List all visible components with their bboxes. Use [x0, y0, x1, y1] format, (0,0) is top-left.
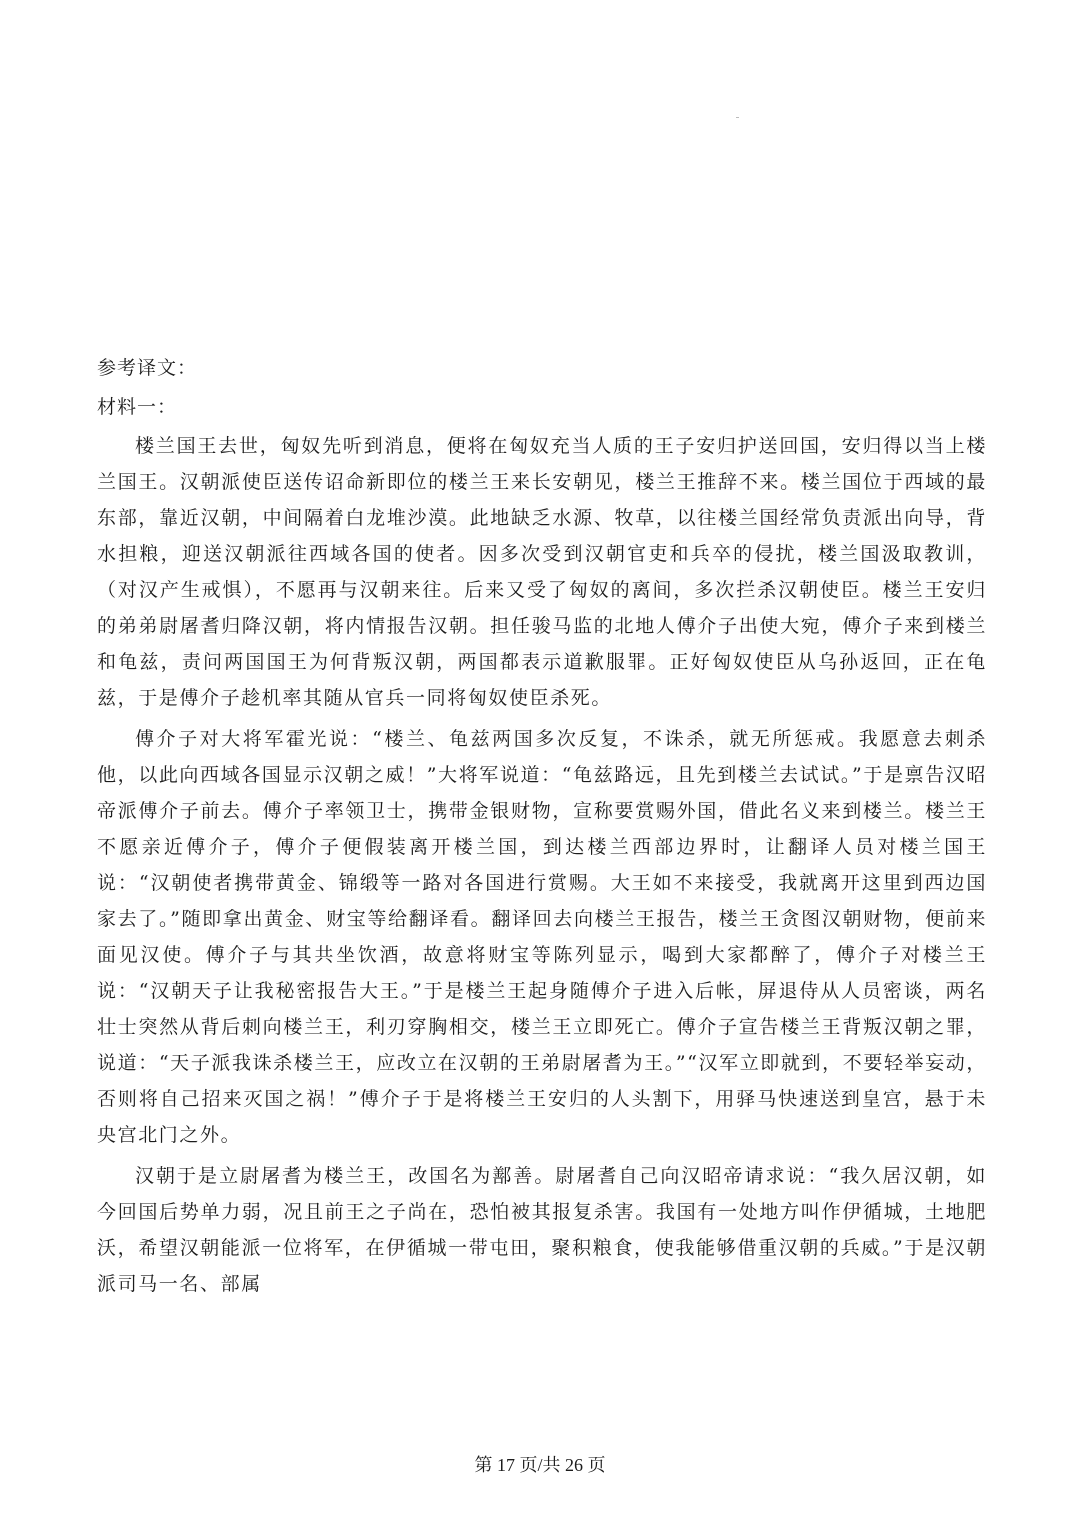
material-label: 材料一： [97, 396, 178, 418]
document-body [97, 350, 987, 1307]
page-number-footer: 第 17 页/共 26 页 [474, 1455, 606, 1475]
section-title: 参考译文： [97, 357, 198, 379]
paragraph-2: 傅介子对大将军霍光说：“楼兰、龟兹两国多次反复，不诛杀，就无所惩戒。我愿意去刺杀他，以此向西域各国显示汉朝之威！”大将军说道：“龟兹路远，且先到楼兰去试试。”于是禀告汉昭帝派傅介子前去。傅介子率领卫士，携带金银财物，宣称要赏赐外国，借此名义来到楼兰。楼兰王不愿亲近傅介子，傅介子便假装离开楼兰国，到达楼兰西部边界时，让翻译人员对楼兰国王说：“汉朝使者携带黄金、锦缎等一路对各国进行赏赐。大王如不来接受，我就离开这里到西边国家去了。”随即拿出黄金、财宝等给翻译看。翻译回去向楼兰王报告，楼兰王贪图汉朝财物，便前来面见汉使。傅介子与其共坐饮酒，故意将财宝等陈列显示，喝到大家都醉了，傅介子对楼兰王说：“汉朝天子让我秘密报告大王。”于是楼兰王起身随傅介子进入后帐，屏退侍从人员密谈，两名壮士突然从背后刺向楼兰王，利刃穿胸相交，楼兰王立即死亡。傅介子宣告楼兰王背叛汉朝之罪，说道：“天子派我诛杀楼兰王，应改立在汉朝的王弟尉屠耆为王。”“汉军立即就到，不要轻举妄动，否则将自己招来灭国之祸！”傅介子于是将楼兰王安归的人头割下，用驿马快速送到皇宫，悬于未央宫北门之外。 [97, 728, 987, 1146]
paragraph-3: 汉朝于是立尉屠耆为楼兰王，改国名为鄯善。尉屠耆自己向汉昭帝请求说：“我久居汉朝，如今回国后势单力弱，况且前王之子尚在，恐怕被其报复杀害。我国有一处地方叫作伊循城，土地肥沃，希望汉朝能派一位将军，在伊循城一带屯田，聚积粮食，使我能够借重汉朝的兵威。”于是汉朝派司马一名、部属 [97, 1165, 987, 1295]
paragraph-1: 楼兰国王去世，匈奴先听到消息，便将在匈奴充当人质的王子安归护送回国，安归得以当上楼兰国王。汉朝派使臣送传诏命新即位的楼兰王来长安朝见，楼兰王推辞不来。楼兰国位于西域的最东部，靠近汉朝，中间隔着白龙堆沙漠。此地缺乏水源、牧草，以往楼兰国经常负责派出向导，背水担粮，迎送汉朝派往西域各国的使者。因多次受到汉朝官吏和兵卒的侵扰，楼兰国汲取教训，（对汉产生戒惧），不愿再与汉朝来往。后来又受了匈奴的离间，多次拦杀汉朝使臣。楼兰王安归的弟弟尉屠耆归降汉朝，将内情报告汉朝。担任骏马监的北地人傅介子出使大宛，傅介子来到楼兰和龟兹，责问两国国王为何背叛汉朝，两国都表示道歉服罪。正好匈奴使臣从乌孙返回，正在龟兹，于是傅介子趁机率其随从官兵一同将匈奴使臣杀死。 [97, 435, 987, 709]
scan-speck [736, 117, 739, 118]
